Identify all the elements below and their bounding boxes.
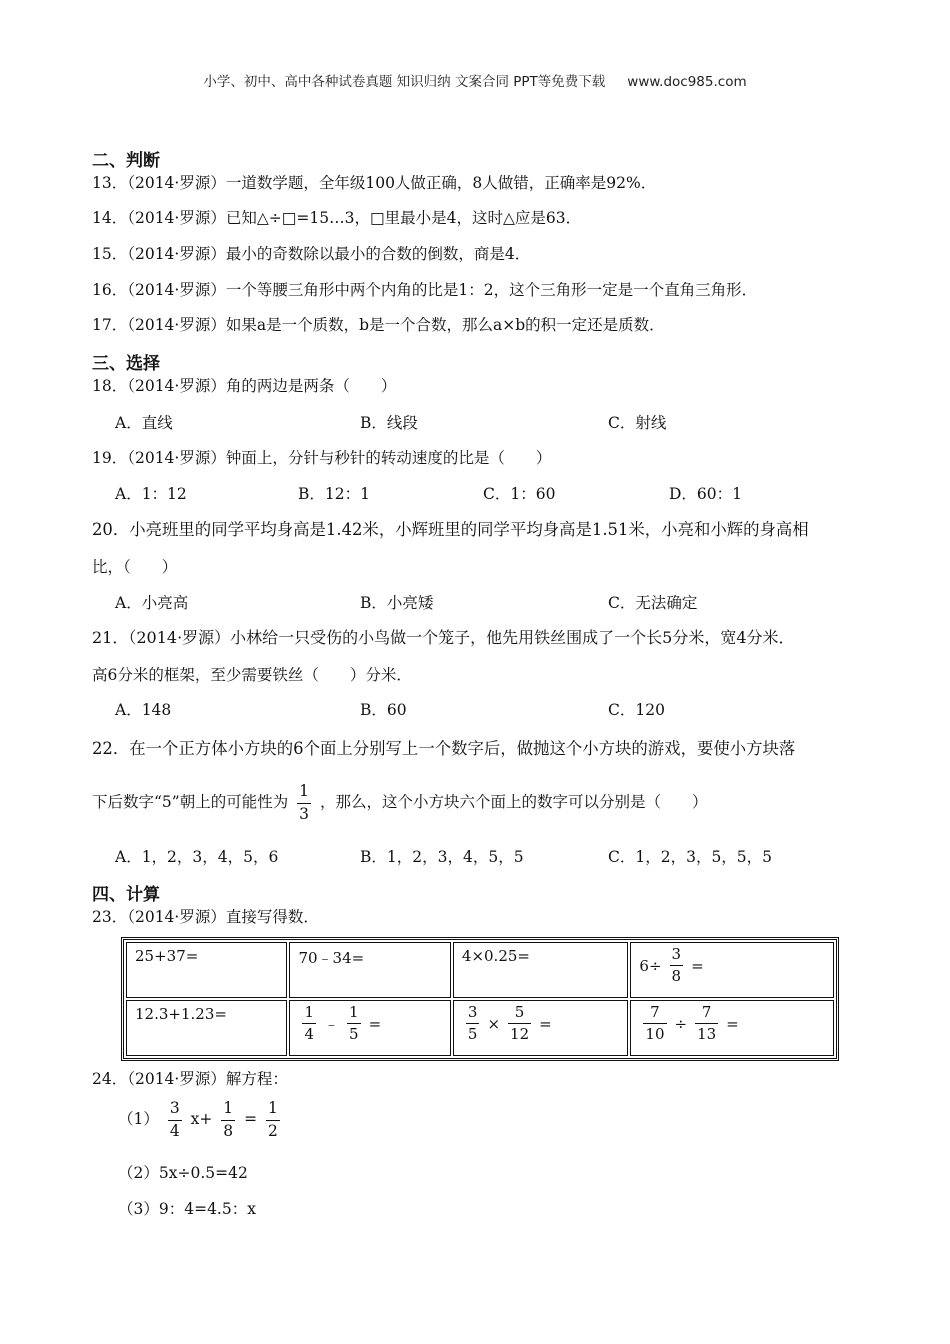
calc-cell <box>453 942 629 998</box>
q22-option-c: C．1，2，3，5，5，5 <box>608 848 773 866</box>
frac-den: 12 <box>510 1025 530 1043</box>
frac-num: 3 <box>670 947 684 966</box>
frac-den: 4 <box>169 1121 180 1140</box>
question-21-line1: 21．（2014·罗源）小林给一只受伤的小鸟做一个笼子，他先用铁丝围成了一个长5分米，宽4分米． <box>92 628 795 647</box>
frac-num: 7 <box>695 1005 718 1024</box>
calc-r2c2-op: ﹣ <box>324 1015 340 1033</box>
question-14: 14．（2014·罗源）已知△÷□=15…3，□里最小是4，这时△应是63． <box>92 209 582 227</box>
calc-r2c3-op: × <box>487 1014 501 1033</box>
calc-r2c1: 12.3+1.23= <box>135 1005 227 1023</box>
q18-option-b: B．线段 <box>360 414 418 432</box>
calc-r2c2-frac1 <box>302 1005 316 1042</box>
frac-den: 2 <box>268 1121 278 1140</box>
frac-den: 5 <box>349 1025 359 1043</box>
q18-option-a: A．直线 <box>115 414 173 432</box>
calc-cell <box>289 942 450 998</box>
calc-cell <box>289 1000 450 1056</box>
calc-r1c1: 25+37= <box>135 947 199 965</box>
q22-text-b: ，那么，这个小方块六个面上的数字可以分别是（ ） <box>319 793 708 811</box>
frac-num: 3 <box>466 1005 480 1024</box>
eq1-frac1 <box>168 1101 182 1139</box>
question-20-line1: 20．小亮班里的同学平均身高是1.42米，小辉班里的同学平均身高是1.51米，小亮和小辉的身高相 <box>92 520 809 539</box>
frac-num: 5 <box>508 1005 531 1024</box>
frac-den: 5 <box>467 1025 478 1043</box>
q22-option-b: B．1，2，3，4，5，5 <box>360 848 524 866</box>
calc-cell <box>453 1000 629 1056</box>
question-15: 15．（2014·罗源）最小的奇数除以最小的合数的倒数，商是4． <box>92 245 531 263</box>
question-24: 24．（2014·罗源）解方程： <box>92 1070 288 1088</box>
calc-r2c3-frac2 <box>508 1005 531 1042</box>
q19-option-c: C．1：60 <box>483 485 556 503</box>
calc-r2c2-frac2 <box>347 1005 361 1042</box>
q21-option-c: C．120 <box>608 701 665 719</box>
question-18: 18．（2014·罗源）角的两边是两条（ ） <box>92 377 397 395</box>
eq1-mid: x+ <box>190 1110 213 1128</box>
q21-option-b: B．60 <box>360 701 407 719</box>
q19-option-d: D．60：1 <box>669 485 743 503</box>
q19-option-a: A．1：12 <box>115 485 187 503</box>
q22-option-a: A．1，2，3，4，5，6 <box>115 848 279 866</box>
question-22-line2 <box>92 784 707 822</box>
eq1-frac2 <box>221 1101 235 1139</box>
q20-option-a: A．小亮高 <box>115 594 189 612</box>
calc-r2c4-frac2 <box>695 1005 718 1042</box>
calc-r1c4-frac <box>670 947 684 984</box>
frac-num: 3 <box>168 1101 182 1121</box>
calc-r2c4-op: ÷ <box>674 1014 688 1033</box>
calc-r2c4-frac1 <box>643 1005 666 1042</box>
frac-num: 1 <box>347 1005 361 1024</box>
calc-r1c4-post: = <box>691 956 704 975</box>
question-20-line2: 比，（ ） <box>92 558 178 576</box>
calc-r1c3: 4×0.25= <box>461 947 530 965</box>
header-site-link[interactable]: www.doc985.com <box>627 74 747 90</box>
header-text: 小学、初中、高中各种试卷真题 知识归纳 文案合同 PPT等免费下载 <box>203 74 606 90</box>
q22-fraction <box>297 784 311 822</box>
calc-cell <box>126 1000 287 1056</box>
question-19: 19．（2014·罗源）钟面上，分针与秒针的转动速度的比是（ ） <box>92 449 552 467</box>
calc-r2c3-post: = <box>539 1014 552 1033</box>
section-title-judge: 二、判断 <box>92 151 160 171</box>
frac-num: 7 <box>643 1005 666 1024</box>
calc-cell <box>630 1000 834 1056</box>
equation-1 <box>118 1101 284 1139</box>
frac-num: 1 <box>266 1101 280 1121</box>
calc-r2c4-post: = <box>726 1014 739 1033</box>
q18-option-c: C．射线 <box>608 414 667 432</box>
equation-2: （2）5x÷0.5=42 <box>118 1164 248 1182</box>
calc-cell <box>126 942 287 998</box>
eq1-label: （1） <box>118 1110 159 1128</box>
frac-den: 8 <box>671 967 682 985</box>
q22-frac-den: 3 <box>299 804 310 823</box>
frac-num: 1 <box>221 1101 235 1121</box>
frac-den: 13 <box>697 1025 717 1043</box>
eq1-frac3 <box>266 1101 280 1139</box>
calc-r1c2: 70﹣34= <box>298 949 365 967</box>
q19-option-b: B．12：1 <box>298 485 370 503</box>
calc-cell <box>630 942 834 998</box>
calc-table <box>121 937 839 1061</box>
q22-text-a: 下后数字“5”朝上的可能性为 <box>92 793 289 811</box>
q20-option-c: C．无法确定 <box>608 594 698 612</box>
q20-option-b: B．小亮矮 <box>360 594 434 612</box>
calc-r2c3-frac1 <box>466 1005 480 1042</box>
question-21-line2: 高6分米的框架，至少需要铁丝（ ）分米． <box>92 666 412 684</box>
frac-den: 10 <box>645 1025 665 1043</box>
question-23: 23．（2014·罗源）直接写得数． <box>92 908 319 926</box>
calc-r1c4-pre: 6÷ <box>639 956 662 975</box>
frac-num: 1 <box>302 1005 316 1024</box>
page-header <box>0 70 950 90</box>
question-17: 17．（2014·罗源）如果a是一个质数，b是一个合数，那么a×b的积一定还是质数． <box>92 316 665 334</box>
q21-option-a: A．148 <box>115 701 172 719</box>
question-16: 16．（2014·罗源）一个等腰三角形中两个内角的比是1：2，这个三角形一定是一个直角三角形． <box>92 281 758 299</box>
eq1-equals: = <box>244 1110 258 1128</box>
frac-den: 4 <box>304 1025 314 1043</box>
calc-r2c2-post: = <box>368 1014 382 1033</box>
section-title-calc: 四、计算 <box>92 885 160 905</box>
question-22-line1: 22．在一个正方体小方块的6个面上分别写上一个数字后，做抛这个小方块的游戏，要使小方块落 <box>92 739 796 758</box>
q22-frac-num: 1 <box>297 784 311 804</box>
frac-den: 8 <box>223 1121 234 1140</box>
question-13: 13．（2014·罗源）一道数学题，全年级100人做正确，8人做错，正确率是92%． <box>92 174 657 192</box>
equation-3: （3）9：4=4.5：x <box>118 1200 256 1218</box>
section-title-choice: 三、选择 <box>92 354 160 374</box>
